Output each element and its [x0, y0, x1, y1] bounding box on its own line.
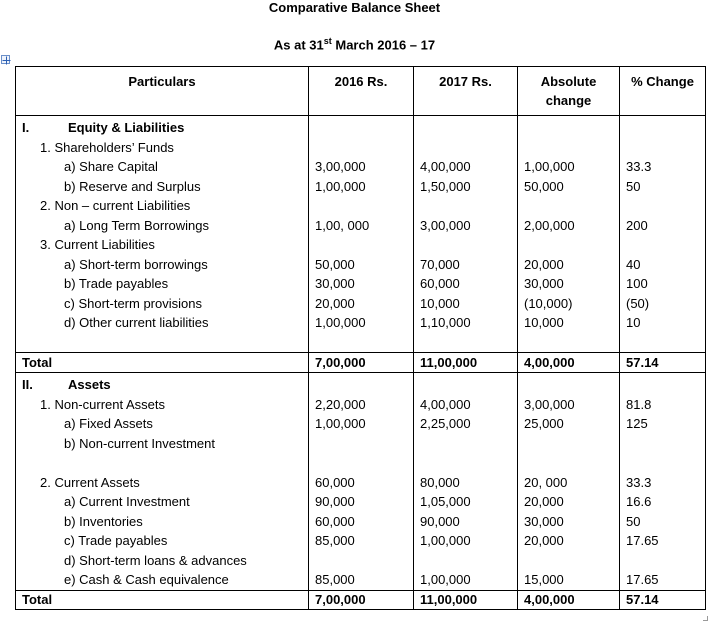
cell-pct [626, 235, 699, 255]
spacer-line [22, 333, 302, 353]
row-label: e) Cash & Cash equivalence [64, 572, 229, 587]
cell-pct [626, 196, 699, 216]
row-label: a) Current Investment [64, 494, 190, 509]
row-label: 3. Current Liabilities [40, 237, 155, 252]
cell-v2017: 10,000 [420, 295, 460, 311]
cell-pct [626, 551, 699, 571]
total-abs: 4,00,000 [518, 590, 620, 609]
cell-pct: 40 [626, 256, 641, 272]
cell-pct: 16.6 [626, 494, 652, 509]
cell-abs [524, 196, 613, 216]
spacer-line [22, 453, 302, 473]
row-label: d) Other current liabilities [64, 315, 209, 330]
cell-pct: 125 [626, 416, 648, 431]
cell-v2017: 1,50,000 [420, 178, 471, 194]
blank-line [524, 375, 613, 395]
section-heading [22, 118, 302, 138]
cell-abs: 2,00,000 [524, 217, 575, 233]
section1-col-pct [620, 116, 706, 353]
subtitle-superscript: st [323, 36, 332, 46]
blank-line [420, 375, 511, 395]
blank-line [626, 118, 699, 138]
cell-v2016: 50,000 [315, 256, 355, 272]
cell-pct [626, 138, 699, 158]
cell-abs [524, 235, 613, 255]
cell-v2016: 3,00,000 [315, 159, 366, 174]
cell-v2017: 1,00,000 [420, 533, 471, 548]
cell-abs: 10,000 [524, 315, 564, 330]
cell-v2016: 85,000 [315, 533, 355, 548]
cell-pct: 50 [626, 513, 641, 529]
section2-col-pct [620, 373, 706, 591]
cell-v2017: 4,00,000 [420, 159, 471, 174]
cell-v2017: 60,000 [420, 276, 460, 291]
cell-v2016 [315, 551, 407, 571]
header-2017: 2017 Rs. [414, 67, 518, 116]
document-title: Comparative Balance Sheet [268, 0, 441, 15]
section2-col-2016 [309, 373, 414, 591]
row-label: b) Non-current Investment [64, 435, 216, 451]
spacer-line [524, 453, 613, 473]
cell-v2017: 4,00,000 [420, 396, 471, 412]
cell-abs: 15,000 [524, 572, 564, 587]
cell-v2016: 60,000 [315, 474, 355, 490]
row-label: b) Inventories [64, 513, 143, 529]
cell-v2017: 1,05,000 [420, 494, 471, 509]
cell-v2017: 3,00,000 [420, 217, 471, 233]
cell-v2017: 1,10,000 [420, 315, 471, 330]
header-absolute-change: Absolute change [518, 67, 620, 116]
cell-v2017 [420, 196, 511, 216]
page-corner-mark [703, 616, 708, 621]
cell-v2017: 90,000 [420, 513, 460, 529]
spacer-line [524, 333, 613, 353]
section1-col-2016 [309, 116, 414, 353]
cell-abs: 20,000 [524, 256, 564, 272]
total-2016: 7,00,000 [309, 353, 414, 373]
cell-abs: (10,000) [524, 295, 573, 311]
header-2016: 2016 Rs. [309, 67, 414, 116]
subtitle-prefix: As at 31 [273, 37, 324, 53]
cell-abs: 30,000 [524, 513, 564, 529]
cell-pct: 81.8 [626, 396, 652, 412]
cell-v2016: 1,00,000 [315, 315, 366, 330]
section2-particulars [16, 373, 309, 591]
cell-abs: 20,000 [524, 533, 564, 548]
row-label: a) Short-term borrowings [64, 256, 208, 272]
subtitle-suffix: March 2016 – 17 [331, 37, 436, 53]
total-row-liabilities [16, 353, 706, 373]
spacer-line [420, 453, 511, 473]
cell-v2016 [315, 196, 407, 216]
section1-col-abs [518, 116, 620, 353]
blank-line [626, 375, 699, 395]
cell-v2016: 20,000 [315, 295, 355, 311]
balance-sheet-table [15, 66, 706, 610]
section1-col-2017 [414, 116, 518, 353]
row-label: b) Trade payables [64, 276, 169, 291]
spacer-line [315, 333, 407, 353]
section-assets [16, 373, 706, 591]
cell-v2017: 80,000 [420, 474, 460, 490]
cell-v2016 [315, 434, 407, 454]
section-title: Equity & Liabilities [68, 120, 185, 135]
cell-pct: 17.65 [626, 533, 659, 548]
cell-pct: 33.3 [626, 159, 652, 174]
cell-v2017: 70,000 [420, 256, 460, 272]
row-label: b) Reserve and Surplus [64, 178, 201, 194]
cell-abs [524, 434, 613, 454]
cell-abs [524, 551, 613, 571]
cell-v2016: 90,000 [315, 494, 355, 509]
row-label: d) Short-term loans & advances [64, 552, 247, 568]
total-2016: 7,00,000 [309, 590, 414, 609]
section-number: II. [22, 377, 33, 392]
row-label: 1. Shareholders’ Funds [40, 139, 174, 155]
spacer-line [315, 453, 407, 473]
section1-particulars [16, 116, 309, 353]
row-label: a) Share Capital [64, 159, 158, 174]
cell-pct: 100 [626, 276, 648, 291]
cell-abs: 1,00,000 [524, 159, 575, 174]
blank-line [524, 118, 613, 138]
row-label: 2. Current Assets [40, 474, 140, 490]
cell-v2016: 60,000 [315, 513, 355, 529]
section-title: Assets [68, 377, 111, 392]
cell-abs: 20, 000 [524, 474, 568, 490]
section2-col-2017 [414, 373, 518, 591]
total-pct: 57.14 [620, 590, 706, 609]
cell-abs: 20,000 [524, 494, 564, 509]
total-label: Total [16, 353, 309, 373]
cell-v2017: 1,00,000 [420, 572, 471, 587]
total-2017: 11,00,000 [414, 590, 518, 609]
blank-line [420, 118, 511, 138]
cell-v2016: 1,00, 000 [315, 217, 370, 233]
cell-pct: 33.3 [626, 474, 652, 490]
total-abs: 4,00,000 [518, 353, 620, 373]
row-label: a) Fixed Assets [64, 416, 153, 431]
section-equity-liabilities [16, 116, 706, 353]
cell-v2017: 2,25,000 [420, 416, 471, 431]
cell-pct: 17.65 [626, 572, 659, 587]
cell-abs: 30,000 [524, 276, 564, 291]
total-row-assets [16, 590, 706, 609]
cell-abs: 25,000 [524, 416, 564, 431]
cell-v2017 [420, 138, 511, 158]
cell-pct: 200 [626, 217, 648, 233]
row-label: c) Trade payables [64, 533, 168, 548]
section2-col-abs [518, 373, 620, 591]
cell-v2016 [315, 235, 407, 255]
total-label: Total [16, 590, 309, 609]
header-row [16, 67, 706, 116]
cell-abs: 3,00,000 [524, 396, 575, 412]
header-percent-change: % Change [620, 67, 706, 116]
row-label: c) Short-term provisions [64, 295, 202, 311]
spacer-line [420, 333, 511, 353]
total-2017: 11,00,000 [414, 353, 518, 373]
row-label: a) Long Term Borrowings [64, 217, 209, 233]
cell-pct: 50 [626, 178, 641, 194]
cell-v2016: 1,00,000 [315, 416, 366, 431]
section-heading [22, 375, 302, 395]
cell-abs [524, 138, 613, 158]
cell-pct [626, 434, 699, 454]
blank-line [315, 375, 407, 395]
spacer-line [626, 333, 699, 353]
cell-v2017 [420, 235, 511, 255]
cell-v2016: 1,00,000 [315, 178, 366, 194]
blank-line [315, 118, 407, 138]
cell-abs: 50,000 [524, 178, 564, 194]
row-label: 2. Non – current Liabilities [40, 198, 191, 213]
table-move-handle-icon[interactable] [1, 55, 10, 64]
cell-pct: 10 [626, 315, 641, 330]
document-subtitle [0, 36, 709, 52]
cell-pct: (50) [626, 295, 650, 311]
section-number: I. [22, 120, 30, 135]
cell-v2016 [315, 138, 407, 158]
cell-v2016: 2,20,000 [315, 396, 366, 412]
cell-v2017 [420, 551, 511, 571]
row-label: 1. Non-current Assets [40, 396, 165, 412]
header-particulars: Particulars [16, 67, 309, 116]
cell-v2017 [420, 434, 511, 454]
total-pct: 57.14 [620, 353, 706, 373]
spacer-line [626, 453, 699, 473]
cell-v2016: 85,000 [315, 572, 355, 587]
cell-v2016: 30,000 [315, 276, 355, 291]
